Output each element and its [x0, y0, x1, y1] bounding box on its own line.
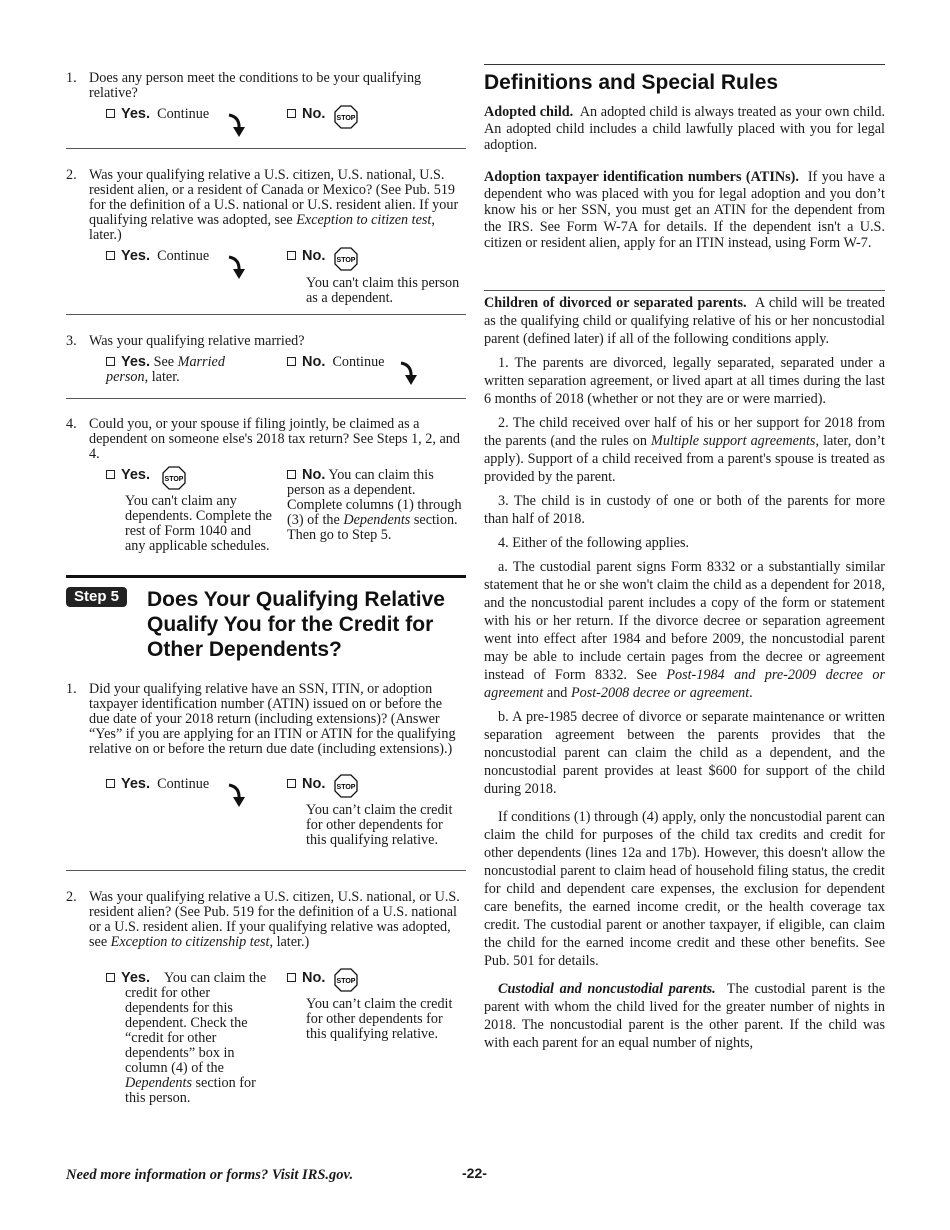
- checkbox[interactable]: [106, 357, 115, 366]
- question-1: [66, 71, 466, 101]
- condition-2: 2. The child received over half of his or her support for 2018 from the parents (and the rules on Multiple support agreements, later, don’t apply). Support of a child received from a parent's spouse is treated as provided by the parent.: [484, 415, 886, 485]
- checkbox[interactable]: [106, 470, 115, 479]
- stop-icon: [334, 968, 358, 992]
- custodial-para: Custodial and noncustodial parents. The custodial parent is the parent with whom the child lived for the greater number of nights in 2018. The noncustodial parent is the other parent. If the child was with each parent for an equal number of nights,: [484, 981, 885, 1051]
- stop-icon: [334, 774, 358, 798]
- continue-note: Continue: [157, 106, 210, 122]
- adopted-child-para: Adopted child. An adopted child is always treated as your own child. An adopted child includes a child lawfully placed with you for legal adoption.: [484, 104, 886, 153]
- continue-arrow-icon: [398, 361, 420, 387]
- q4-yes-note: You can't claim any dependents. Complete the rest of Form 1040 and any applicable schedules.: [125, 493, 272, 554]
- stop-icon: [162, 466, 186, 490]
- conditions-apply-para: If conditions (1) through (4) apply, only the noncustodial parent can claim the child for purposes of the child tax credits and credit for other dependents (lines 12a and 17b). However, this doesn't allow the noncustodial parent to claim head of household filing status, the credit for child and dependent care expenses, the exclusion for dependent care benefits, the earned income credit, or the health coverage tax credit. The custodial parent or another taxpayer, if eligible, can claim the child for the earned income credit and these other benefits. See Pub. 501 for details.: [484, 809, 885, 969]
- checkbox[interactable]: [287, 470, 296, 479]
- divider: [66, 870, 466, 871]
- question-text: Does any person meet the conditions to be your qualifying relative?: [89, 70, 422, 101]
- checkbox[interactable]: [106, 973, 115, 982]
- question-text: Was your qualifying relative married?: [89, 333, 305, 349]
- checkbox[interactable]: [287, 357, 296, 366]
- divorced-parents-section: Children of divorced or separated parents. A child will be treated as the qualifying child or qualifying relative of his or her noncustodial parent (defined later) if all of the following conditions apply. 1. The parents are divorced, legally separated, separated under a written separation agreement, or lived apart at all times during the last 6 months of 2018 (whether or not they are or were married). 2. The child received over half of his or her support for 2018 from the parents (and the rules on Multiple support agreements, later, don’t apply). Support of a child received from a parent's spouse is treated as provided by the parent. 3. The child is in custody of one or both of the parents for more than half of 2018. 4. Either of the following applies. a. The custodial parent signs Form 8332 or a substantially similar statement that he or she won't claim the child as a dependent for 2018, and the noncustodial parent includes a copy of the form or statement with his or her return. If the divorce decree or separation agreement went into effect after 1984 and before 2009, the noncustodial parent may be able to include certain pages from the decree or agreement instead of Form 8332. See Post-1984 and pre-2009 decree or agreement and Post-2008 decree or agreement. b. A pre-1985 decree of divorce or separate maintenance or written separation agreement between the parents provides that the noncustodial parent can claim the child as a dependent, and the noncustodial parent provides at least $600 for support of the child during 2018. If conditions (1) through (4) apply, only the noncustodial parent can claim the child for purposes of the child tax credits and credit for other dependents (lines 12a and 17b). However, this doesn't allow the noncustodial parent to claim head of household filing status, the credit for child and dependent care expenses, the exclusion for dependent care benefits, the earned income credit, or the health coverage tax credit. The custodial parent or another taxpayer, if eligible, can claim the child for the earned income credit and these other benefits. See Pub. 501 for details. Custodial and noncustodial parents. The custodial parent is the parent with whom the child lived for the greater number of nights in 2018. The noncustodial parent is the other parent. If the child was with each parent for an equal number of nights,: [484, 295, 886, 1051]
- footer-link-text: Need more information or forms? Visit IRS.gov.: [66, 1167, 354, 1183]
- condition-1: 1. The parents are divorced, legally separated, separated under a written separation agreement, or lived apart at all times during the last 6 months of 2018 (whether or not they are or were married).: [484, 355, 885, 407]
- divider: [66, 148, 466, 149]
- section-heading: Definitions and Special Rules: [484, 71, 779, 94]
- s5q1-no-option[interactable]: No.: [287, 777, 325, 792]
- q2-no-note: You can't claim this person as a dependent.: [306, 275, 460, 306]
- step5-question-2: 2. Was your qualifying relative a U.S. citizen, U.S. national, or U.S. resident alien? (See Pub. 519 for the definition of a U.S. national or a U.S. resident alien. If your qualifying relative was adopted, see Exception to citizenship test, later.): [66, 890, 466, 950]
- checkbox[interactable]: [287, 109, 296, 118]
- q1-yes-option[interactable]: Yes. Continue: [106, 107, 209, 122]
- stop-label: STOP: [336, 115, 356, 122]
- checkbox[interactable]: [287, 251, 296, 260]
- step-badge: Step 5: [66, 587, 127, 607]
- checkbox[interactable]: [106, 109, 115, 118]
- svg-text:STOP: STOP: [336, 978, 356, 985]
- s5q1-no-note: You can’t claim the credit for other dependents for this qualifying relative.: [306, 802, 453, 848]
- question-number: 1.: [66, 70, 77, 86]
- checkbox[interactable]: [106, 779, 115, 788]
- condition-4b: b. A pre-1985 decree of divorce or separate maintenance or written separation agreement between the parents provides that the noncustodial parent can claim the child as a dependent, and the noncustodial parent provides at least $600 for support of the child during 2018.: [484, 709, 885, 797]
- stop-icon: [334, 105, 358, 129]
- q2-no-option[interactable]: No.: [287, 249, 325, 264]
- step-title: Does Your Qualifying Relative Qualify You for the Credit for Other Dependents?: [147, 588, 445, 661]
- question-text: Was your qualifying relative a U.S. citizen, U.S. national, U.S. resident alien, or a resident of Canada or Mexico? (See Pub. 519 for the definition of a U.S. national or U.S. resident alien. If your qualifying relative was adopted, see Exception to citizen test, later.): [89, 167, 459, 243]
- question-4: 4. Could you, or your spouse if filing jointly, be claimed as a dependent on someone else's 2018 tax return? See Steps 1, 2, and 4.: [66, 417, 466, 462]
- continue-arrow-icon: [226, 783, 248, 809]
- s5q1-yes-option[interactable]: Yes. Continue: [106, 777, 209, 792]
- s5q2-no-note: You can’t claim the credit for other dependents for this qualifying relative.: [306, 996, 453, 1042]
- svg-text:STOP: STOP: [336, 784, 356, 791]
- condition-4a: a. The custodial parent signs Form 8332 or a substantially similar statement that he or she won't claim the child as a dependent for 2018, and the noncustodial parent includes a copy of the form or statement with his or her return. If the divorce decree or separation agreement went into effect after 1984 and before 2009, the noncustodial parent may be able to include certain pages from the decree or agreement instead of Form 8332. See Post-1984 and pre-2009 decree or agreement and Post-2008 decree or agreement.: [484, 559, 886, 701]
- svg-text:STOP: STOP: [336, 257, 356, 264]
- page-number: -22-: [462, 1165, 487, 1181]
- q2-yes-option[interactable]: Yes. Continue: [106, 249, 209, 264]
- q1-no-option[interactable]: No.: [287, 107, 325, 122]
- q4-no-option[interactable]: No. You can claim this person as a dependent. Complete columns (1) through (3) of the Dependents section. Then go to Step 5.: [287, 467, 462, 543]
- continue-arrow-icon: [226, 113, 248, 139]
- s5q2-yes-option[interactable]: Yes.: [106, 971, 276, 986]
- step5-question-1: 1. Did your qualifying relative have an SSN, ITIN, or adoption taxpayer identification number (ATIN) issued on or before the due date of your 2018 return (including extensions)? (Answer “Yes” if you are applying for an ITIN or ATIN for the qualifying relative on or before the return due date (including extensions).): [66, 682, 466, 757]
- question-text: Could you, or your spouse if filing jointly, be claimed as a dependent on someone else's 2018 tax return? See Steps 1, 2, and 4.: [89, 416, 460, 462]
- heading-rule: [484, 64, 885, 65]
- divider: [66, 314, 466, 315]
- question-2: 2. Was your qualifying relative a U.S. citizen, U.S. national, U.S. resident alien, or a resident of Canada or Mexico? (See Pub. 519 for the definition of a U.S. national or U.S. resident alien. If your qualifying relative was adopted, see Exception to citizen test, later.): [66, 168, 466, 243]
- s5q2-yes-note: You can claim the credit for other dependents for this dependent. Check the “credit for other dependents” box in column (4) of the Dependents section for this person.: [125, 970, 267, 1106]
- checkbox[interactable]: [287, 973, 296, 982]
- svg-text:STOP: STOP: [164, 476, 184, 483]
- condition-4: 4. Either of the following applies.: [498, 535, 690, 551]
- question-text: Was your qualifying relative a U.S. citizen, U.S. national, or U.S. resident alien? (See Pub. 519 for the definition of a U.S. national or a U.S. resident alien. If your qualifying relative was adopted, see Exception to citizenship test, later.): [89, 889, 460, 950]
- atin-para: Adoption taxpayer identification numbers (ATINs). If you have a dependent who was placed with you for legal adoption and you don’t know his or her SSN, you must get an ATIN for the dependent from the IRS. See Form W-7A for details. If the dependent isn't a U.S. citizen or resident alien, apply for an ITIN instead, using Form W-7.: [484, 169, 886, 251]
- condition-3: 3. The child is in custody of one or both of the parents for more than half of 2018.: [484, 493, 885, 527]
- step-divider: [66, 575, 466, 578]
- q4-yes-option[interactable]: Yes.: [106, 468, 150, 483]
- divider: [484, 290, 885, 291]
- checkbox[interactable]: [287, 779, 296, 788]
- stop-icon: [334, 247, 358, 271]
- continue-arrow-icon: [226, 255, 248, 281]
- question-text: Did your qualifying relative have an SSN, ITIN, or adoption taxpayer identification number (ATIN) issued on or before the due date of your 2018 return (including extensions)? (Answer “Yes” if you are applying for an ITIN or ATIN for the qualifying relative on or before the return due date (including extensions).): [89, 681, 456, 757]
- q3-no-option[interactable]: No. Continue: [287, 355, 384, 370]
- checkbox[interactable]: [106, 251, 115, 260]
- divider: [66, 398, 466, 399]
- q3-yes-option[interactable]: Yes. See Married person, later.: [106, 354, 225, 385]
- s5q2-no-option[interactable]: No.: [287, 971, 325, 986]
- question-3: 3. Was your qualifying relative married?: [66, 334, 466, 349]
